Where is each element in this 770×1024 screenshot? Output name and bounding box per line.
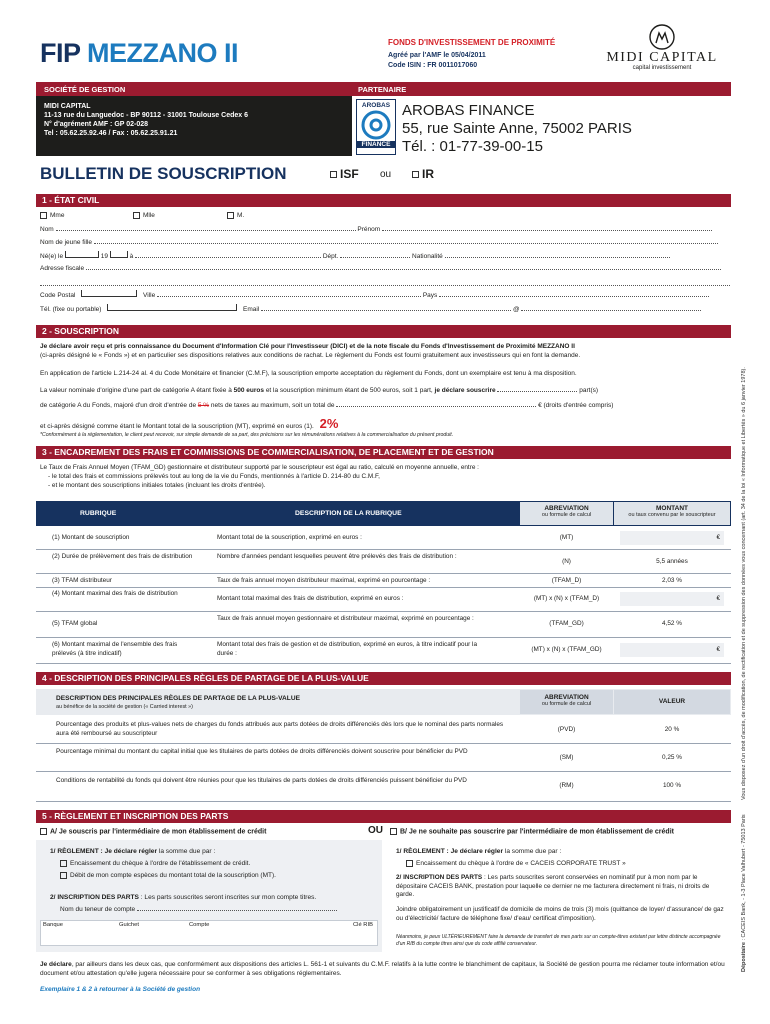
- pv-row-1: [36, 717, 731, 744]
- dept-label: Dépt.: [322, 253, 339, 260]
- frais-desc: Taux de frais annuel moyen gestionnaire et distributeur maximal, exprimé en pourcentage :: [217, 615, 474, 622]
- frais-abrev: (N): [562, 558, 571, 565]
- b-inscription: [396, 874, 726, 900]
- nom-row: [40, 225, 730, 234]
- frais-row-1: [36, 528, 731, 550]
- ne-le-label: Né(e) le: [40, 253, 64, 260]
- depositaire-label: Dépositaire: [741, 942, 747, 972]
- b-cheque-checkbox[interactable]: [406, 860, 413, 867]
- nom-jeune-fille-label: Nom de jeune fille: [40, 239, 93, 246]
- pv-header-abrev: ABREVIATION: [544, 694, 589, 701]
- tfam-intro-3: - et le montant des souscriptions initiales totales (incluant les droits d'entrée).: [48, 482, 266, 489]
- logo-subtitle: capital investissement: [632, 65, 692, 71]
- depositaire-side-text: [741, 814, 747, 972]
- frais-desc: Montant total de la souscription, exprimé en euros :: [217, 534, 362, 541]
- dept-field[interactable]: [340, 257, 410, 258]
- frais-row-2: [36, 550, 731, 574]
- nom-jeune-fille-row: [40, 238, 718, 247]
- option-b-box: [386, 840, 731, 952]
- frais-header-abrev-sub: ou formule de calcul: [541, 512, 592, 518]
- mgmt-address: 11-13 rue du Languedoc - BP 90112 - 31001 Toulouse Cedex 6: [44, 112, 248, 119]
- section-souscription-header: 2 - SOUSCRIPTION: [36, 325, 731, 338]
- b-inscription-title: 2/ INSCRIPTION DES PARTS: [396, 874, 483, 881]
- frais-header-desc: DESCRIPTION DE LA RUBRIQUE: [295, 510, 402, 517]
- a-inscription-rest: : Les parts souscrites seront inscrites sur mon compte titres.: [138, 894, 317, 901]
- frais-montant: €: [716, 595, 720, 602]
- prenom-label: Prénom: [357, 226, 381, 233]
- pv-abrev: (PVD): [557, 726, 576, 733]
- b-opt-cheque[interactable]: [406, 860, 626, 867]
- arobas-at-icon: [361, 110, 391, 140]
- frais-montant: €: [716, 646, 720, 653]
- frais-abrev: (TFAM_GD): [549, 620, 584, 627]
- frais-header-abrev-box: [520, 502, 613, 525]
- isin-code: Code ISIN : FR 0011017060: [388, 62, 478, 69]
- ir-label: IR: [422, 167, 434, 181]
- pv-header-abrev-box: [520, 690, 613, 714]
- mlle-option[interactable]: [133, 211, 155, 220]
- frais-header-abrev: ABREVIATION: [544, 505, 589, 512]
- adresse-field[interactable]: [86, 269, 721, 270]
- pv-row-2: [36, 744, 731, 772]
- birth-day-field[interactable]: [65, 251, 99, 258]
- frais-desc: Montant total des frais de gestion et de distribution, exprimé en euros, à titre indicatif pour la durée :: [217, 641, 478, 657]
- tel-row: [40, 304, 701, 314]
- mgmt-name: MIDI CAPITAL: [44, 103, 91, 110]
- ir-option[interactable]: [412, 167, 434, 181]
- categorie-line: [40, 402, 730, 409]
- rib-compte: Compte: [189, 922, 210, 928]
- adresse-label: Adresse fiscale: [40, 265, 85, 272]
- fund-title: [40, 38, 238, 69]
- nb-parts-field[interactable]: [497, 391, 577, 392]
- frais-rubrique: (3) TFAM distributeur: [52, 577, 112, 584]
- depositaire-text: : CACEIS Bank, - 1-3 Place Valhubert - 75013 Paris: [741, 814, 747, 943]
- rib-box[interactable]: [40, 920, 378, 946]
- pv-desc: Conditions de rentabilité du fonds qui doivent être réunies pour que les titulaires de parts dotées de droits différenciés puissent bénéficier du PVD: [56, 777, 467, 784]
- pv-header-desc-sub: au bénéfice de la société de gestion (« Carried interest »): [56, 704, 193, 710]
- b-cheque-label: Encaissement du chèque à l'ordre de « CACEIS CORPORATE TRUST »: [416, 860, 626, 868]
- email-label: Email: [243, 306, 260, 313]
- ville-field[interactable]: [157, 296, 421, 297]
- souscrire-text-c: et la souscription minimum étant de 500 euros, soit 1 part,: [264, 387, 435, 394]
- code-postal-label: Code Postal: [40, 292, 76, 299]
- section-frais-header: 3 - ENCADREMENT DES FRAIS ET COMMISSIONS DE COMMERCIALISATION, DE PLACEMENT ET DE GESTION: [36, 446, 731, 459]
- pv-header-abrev-sub: ou formule de calcul: [541, 701, 592, 707]
- a-reglement: [50, 848, 215, 855]
- ir-checkbox[interactable]: [412, 171, 419, 178]
- frais-abrev: (MT): [559, 534, 574, 541]
- b-justificatif: Joindre obligatoirement un justificatif de domicile de moins de trois (3) mois (quittance de loyer/ d'assurance/ de gaz ou d'électricité/ facture de téléphone fixe/ d'eau/ certificat d'imposition).: [396, 906, 724, 922]
- lcb-declaration-rest: , par ailleurs dans les deux cas, que conformément aux dispositions des articles L. 561-1 et suivants du C.M.F. relatifs à la lutte contre le blanchiment de capitaux, la Société de gestion pourra me réclamer toute information et/ou document et/ou attestation qu'elle jugera nécessaire pour se conformer à ses obligations réglementaires.: [40, 961, 725, 977]
- total-amount-field[interactable]: [336, 406, 536, 407]
- ville-label: Ville: [143, 292, 156, 299]
- dici-declaration-rest: (ci-après désigné le « Fonds ») et en particulier ses dispositions relatives aux conditions de rachat. Le règlement du Fonds est fourni gratuitement aux investisseurs qui en font la demande.: [40, 352, 581, 359]
- mme-option[interactable]: [40, 212, 64, 219]
- b-inscription-rest: : Les parts souscrites seront conservées en nominatif pur à mon nom par le dépositaire CACEIS BANK, prestation pour laquelle ce dernier ne me facturera directement ni frais, ni droits de garde.: [396, 874, 710, 898]
- rib-cle: Clé RIB: [353, 922, 373, 928]
- partner-name: AROBAS FINANCE: [402, 102, 535, 119]
- mme-label: Mme: [50, 212, 65, 219]
- option-or: OU: [368, 825, 383, 836]
- frais-header-montant: MONTANT: [655, 505, 688, 512]
- cnil-side-text: Vous disposez d'un droit d'accès, de modification, de rectification et de suppression des données vous concernant (art. 34 de la loi « Informatique et Libertés » du 6 janvier 1978).: [741, 367, 747, 800]
- option-a-checkbox[interactable]: [40, 828, 47, 835]
- frais-rubrique: (5) TFAM global: [52, 620, 98, 627]
- option-a[interactable]: [40, 828, 266, 835]
- section-reglement-header: 5 - RÈGLEMENT ET INSCRIPTION DES PARTS: [36, 810, 731, 823]
- rib-banque: Banque: [43, 922, 63, 928]
- souscrire-line: [40, 387, 730, 394]
- frais-montant-field[interactable]: [620, 643, 724, 657]
- adresse-field-line2[interactable]: [40, 278, 730, 286]
- isf-option[interactable]: [330, 167, 359, 181]
- midi-capital-logo: [598, 24, 726, 76]
- frais-abrev: (MT) x (N) x (TFAM_D): [533, 595, 600, 602]
- frais-montant: 2,03 %: [662, 577, 682, 584]
- pv-valeur: 0,25 %: [662, 754, 682, 761]
- categorie-text-b: nets de taxes au maximum: [209, 402, 289, 409]
- pays-label: Pays: [422, 292, 438, 299]
- frais-desc: Taux de frais annuel moyen distributeur maximal, exprimé en pourcentage :: [217, 577, 431, 584]
- pv-desc: Pourcentage minimal du montant du capital initial que les titulaires de parts dotées de droits différenciés doivent souscrire pour bénéficier du PVD: [56, 748, 468, 755]
- birth-year-field[interactable]: [110, 251, 128, 258]
- a-holder-field[interactable]: [137, 910, 337, 911]
- frais-row-5: [36, 612, 731, 638]
- option-a-box: [36, 840, 382, 952]
- birth-19-label: 19: [100, 253, 108, 260]
- b-reglement-title: 1/ RÈGLEMENT : Je déclare régler: [396, 848, 504, 855]
- pv-header-valeur: VALEUR: [658, 698, 686, 705]
- b-reglement: [396, 848, 561, 855]
- tfam-intro-2: - le total des frais et commissions prélevés tout au long de la vie du Fonds, mentionnés à l'article D. 214-80 du C.M.F,: [48, 473, 380, 480]
- pv-desc: Pourcentage des produits et plus-values nets de charges du fonds attribués aux parts dotées de droits différenciés dès lors que le nominal des parts normales aura été remboursé au souscripteur: [56, 721, 504, 737]
- frais-header-montant-box: [614, 502, 730, 525]
- partner-tel: Tél. : 01-77-39-00-15: [402, 138, 543, 155]
- code-postal-row: [40, 290, 709, 300]
- pv-valeur: 20 %: [664, 726, 680, 733]
- nom-field[interactable]: [56, 230, 356, 231]
- pv-row-3: [36, 772, 731, 802]
- arobas-logo: [356, 99, 396, 155]
- categorie-text-c: , soit un total de: [288, 402, 335, 409]
- pv-header-valeur-box: [614, 690, 730, 714]
- frais-rubrique: (6) Montant maximal de l'ensemble des frais prélevés (à titre indicatif): [52, 641, 178, 657]
- dici-declaration: [40, 342, 730, 360]
- mgmt-label: SOCIÉTÉ DE GESTION: [44, 85, 126, 94]
- mlle-label: Mlle: [143, 212, 155, 219]
- mlle-checkbox[interactable]: [133, 212, 140, 219]
- code-postal-field[interactable]: [81, 290, 137, 297]
- logo-name: MIDI CAPITAL: [606, 50, 718, 65]
- frais-montant: €: [716, 534, 720, 541]
- option-a-label: A/ Je souscris par l'intermédiaire de mon établissement de crédit: [50, 828, 267, 836]
- mgmt-tel: Tel : 05.62.25.92.46 / Fax : 05.62.25.91.21: [44, 130, 178, 137]
- email-field[interactable]: [261, 310, 511, 311]
- souscrire-declare: je déclare souscrire: [434, 387, 496, 394]
- parts-label: part(s): [579, 387, 599, 394]
- fund-type: FONDS D'INVESTISSEMENT DE PROXIMITÉ: [388, 38, 556, 47]
- m-label: M.: [237, 212, 245, 219]
- commercialisation-note: *Conformément à la réglementation, le client peut recevoir, sur simple demande de sa part, des précisions sur les rémunérations relatives à la commercialisation du présent produit.: [40, 432, 454, 438]
- frais-rubrique: (4) Montant maximal des frais de distribution: [52, 590, 178, 597]
- rib-guichet: Guichet: [119, 922, 139, 928]
- frais-montant-field[interactable]: [620, 592, 724, 606]
- mt-text: et ci-après désigné comme étant le Montant total de la souscription (MT), exprimé en euros (1).: [40, 423, 314, 430]
- m-checkbox[interactable]: [227, 212, 234, 219]
- a-cheque-label: Encaissement du chèque à l'ordre de l'établissement de crédit.: [70, 860, 251, 868]
- fund-title-prefix: FIP: [40, 38, 88, 68]
- a-label: à: [129, 253, 134, 260]
- souscrire-text-a: La valeur nominale d'origine d'une part de catégorie A étant fixée à: [40, 387, 234, 394]
- nom-label: Nom: [40, 226, 54, 233]
- tel-field[interactable]: [107, 304, 237, 311]
- partner-label: PARTENAIRE: [358, 85, 407, 94]
- categorie-text-a: de catégorie A du Fonds, majoré d'un droit d'entrée de: [40, 402, 198, 409]
- mme-checkbox[interactable]: [40, 212, 47, 219]
- isf-label: ISF: [340, 167, 359, 181]
- a-holder-row: [60, 906, 337, 913]
- a-reglement-title: 1/ RÈGLEMENT : Je déclare régler: [50, 848, 158, 855]
- droit-entree-struck: 5 %: [197, 402, 210, 409]
- m-option[interactable]: [227, 211, 244, 220]
- pv-abrev: (RM): [559, 782, 574, 789]
- tfam-intro: [40, 463, 479, 490]
- a-cheque-checkbox[interactable]: [60, 860, 67, 867]
- dici-declaration-bold: Je déclare avoir reçu et pris connaissance du Document d'Information Clé pour l'Investisseur (DICI) et de la note fiscale du Fonds d'Investissement de Proximité MEZZANO II: [40, 343, 575, 350]
- a-inscription-title: 2/ INSCRIPTION DES PARTS: [50, 894, 139, 901]
- nom-jeune-fille-field[interactable]: [94, 243, 718, 244]
- prenom-field[interactable]: [382, 230, 712, 231]
- option-b-label: B/ Je ne souhaite pas souscrire par l'intermédiaire de mon établissement de crédit: [400, 828, 674, 836]
- a-debit-checkbox[interactable]: [60, 872, 67, 879]
- frais-desc: Nombre d'années pendant lesquelles peuvent être prélevés des frais de distribution :: [217, 553, 457, 560]
- birth-row: [40, 251, 670, 261]
- logo-emblem-icon: [649, 24, 675, 50]
- frais-row-6: [36, 638, 731, 664]
- souscrire-500: 500 euros: [233, 387, 265, 394]
- section-etat-civil-header: 1 - ÉTAT CIVIL: [36, 194, 731, 207]
- lcb-declaration: [40, 960, 730, 978]
- bulletin-title: BULLETIN DE SOUSCRIPTION: [40, 164, 287, 183]
- option-b-checkbox[interactable]: [390, 828, 397, 835]
- a-reglement-rest: la somme due par :: [157, 848, 216, 855]
- frais-desc: Montant total maximal des frais de distribution, exprimé en euros :: [217, 595, 404, 602]
- droits-entree-compris: € (droits d'entrée compris): [538, 402, 614, 409]
- amf-approval: Agréé par l'AMF le 05/04/2011: [388, 52, 486, 59]
- frais-montant-field[interactable]: [620, 531, 724, 545]
- mt-line: [40, 416, 338, 431]
- frais-rubrique: (2) Durée de prélèvement des frais de distribution: [52, 553, 193, 560]
- frais-montant: 5,5 années: [656, 558, 688, 565]
- cmf-paragraph: En application de l'article L.214-24 al. 4 du Code Monétaire et financier (C.M.F), la souscription emporte acceptation du règlement du Fonds, dont un exemplaire est tenu à ma disposition.: [40, 370, 577, 377]
- tfam-intro-1: Le Taux de Frais Annuel Moyen (TFAM_GD) gestionnaire et distributeur supporté par le souscripteur est égal au ratio, calculé en moyenne annuelle, entre :: [40, 464, 479, 471]
- lcb-declaration-bold: Je déclare: [40, 961, 72, 968]
- a-inscription: [50, 894, 316, 901]
- exemplaire-note: Exemplaire 1 & 2 à retourner à la Société de gestion: [40, 986, 201, 993]
- pv-valeur: 100 %: [662, 782, 682, 789]
- a-debit-label: Débit de mon compte espèces du montant total de la souscription (MT).: [70, 872, 276, 880]
- adresse-row: [40, 264, 721, 273]
- pays-field[interactable]: [439, 296, 709, 297]
- frais-rubrique: (1) Montant de souscription: [52, 534, 130, 541]
- a-holder-label: Nom du teneur de compte: [60, 906, 136, 913]
- pv-abrev: (SM): [559, 754, 574, 761]
- partner-address: 55, rue Sainte Anne, 75002 PARIS: [402, 120, 632, 137]
- a-opt-debit[interactable]: [60, 872, 276, 879]
- b-reglement-rest: la somme due par :: [503, 848, 562, 855]
- pv-header-desc: DESCRIPTION DES PRINCIPALES RÈGLES DE PARTAGE DE LA PLUS-VALUE: [56, 695, 300, 702]
- birth-place-field[interactable]: [135, 257, 321, 258]
- isf-checkbox[interactable]: [330, 171, 337, 178]
- frais-abrev: (TFAM_D): [551, 577, 582, 584]
- frais-row-4: [36, 588, 731, 612]
- email-at: @: [512, 306, 520, 313]
- b-transfert-note: Néanmoins, je peux ULTÉRIEUREMENT faire la demande de transfert de mes parts sur un compte-titres existant par lettre distincte accompagnée d'un RIB du compte titres ainsi que du code affilié conservateur.: [396, 934, 721, 947]
- frais-row-3: [36, 574, 731, 588]
- civility-row: [40, 211, 245, 220]
- frais-header-montant-sub: ou taux convenu par le souscripteur: [628, 512, 716, 518]
- nationalite-label: Nationalité: [412, 253, 443, 260]
- fund-title-main: MEZZANO II: [87, 38, 239, 68]
- arobas-logo-bottom: FINANCE: [357, 141, 395, 148]
- frais-montant: 4,52 %: [662, 620, 682, 627]
- frais-header-rubrique: RUBRIQUE: [80, 510, 117, 517]
- isf-ir-or: ou: [380, 169, 392, 180]
- option-b[interactable]: [390, 828, 674, 835]
- mgmt-agrement: N° d'agrément AMF : GP 02-028: [44, 121, 149, 128]
- a-opt-cheque[interactable]: [60, 860, 250, 867]
- tel-label: Tél. (fixe ou portable): [40, 306, 102, 313]
- droit-entree-new: 2%: [319, 416, 339, 431]
- section-plus-value-header: 4 - DESCRIPTION DES PRINCIPALES RÈGLES DE PARTAGE DE LA PLUS-VALUE: [36, 672, 731, 685]
- arobas-logo-top: AROBAS: [361, 102, 391, 109]
- frais-abrev: (MT) x (N) x (TFAM_GD): [531, 646, 602, 653]
- email-domain-field[interactable]: [521, 310, 701, 311]
- nationalite-field[interactable]: [445, 257, 670, 258]
